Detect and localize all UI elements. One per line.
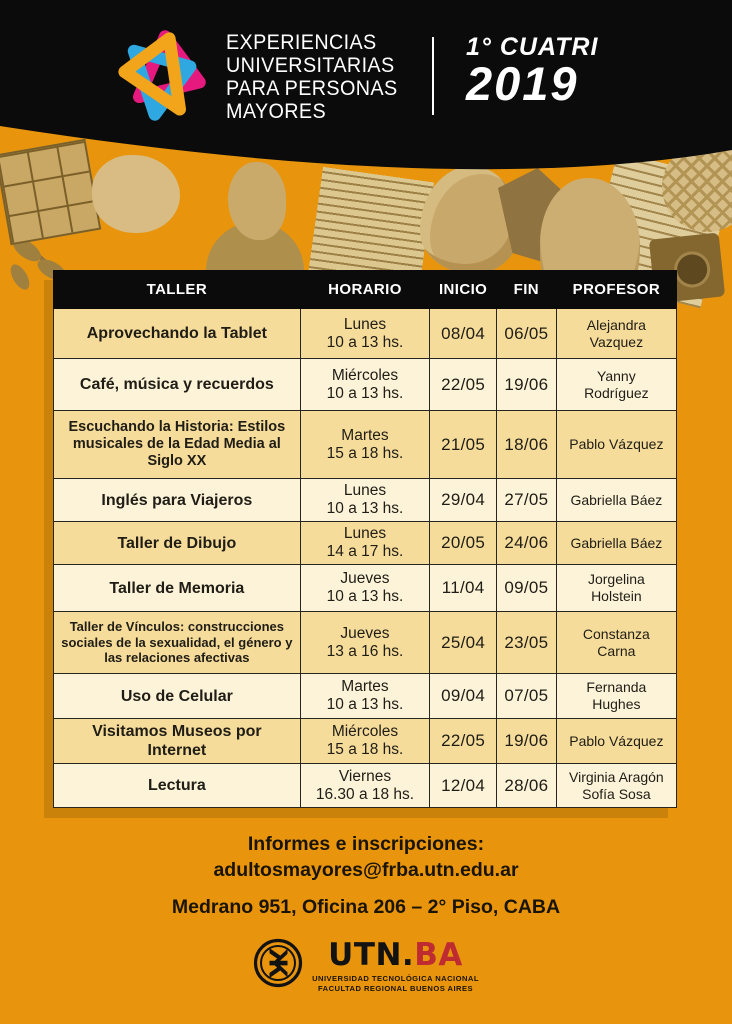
term-cuatrimestre: 1° CUATRI — [466, 33, 599, 61]
cell-profesor: Pablo Vázquez — [556, 719, 676, 764]
cell-inicio: 12/04 — [430, 764, 497, 808]
cell-inicio: 09/04 — [430, 674, 497, 719]
cell-taller: Taller de Memoria — [54, 565, 301, 612]
brand-lockup — [0, 938, 732, 993]
cell-taller: Uso de Celular — [54, 674, 301, 719]
horario-hora: 15 a 18 hs. — [326, 741, 404, 758]
horario-dia: Lunes — [343, 525, 387, 542]
table-row — [54, 522, 677, 565]
col-header-taller: TALLER — [54, 271, 301, 309]
horario-dia: Miércoles — [331, 723, 399, 740]
horario-hora: 10 a 13 hs. — [326, 500, 404, 517]
horario-hora: 15 a 18 hs. — [326, 444, 404, 462]
horario-dia: Lunes — [343, 482, 387, 499]
cell-fin: 07/05 — [496, 674, 556, 719]
cell-horario — [300, 359, 430, 411]
cell-taller: Aprovechando la Tablet — [54, 309, 301, 359]
cell-profesor: Pablo Vázquez — [556, 411, 676, 479]
cell-horario — [300, 522, 430, 565]
table-row — [54, 764, 677, 808]
horario-dia: Martes — [341, 678, 389, 695]
col-header-fin: FIN — [496, 271, 556, 309]
svg-text:Ж: Ж — [263, 947, 293, 979]
cell-inicio: 29/04 — [430, 479, 497, 522]
footer — [0, 831, 732, 919]
horario-dia: Lunes — [343, 315, 387, 333]
cell-inicio: 11/04 — [430, 565, 497, 612]
horario-dia: Jueves — [340, 570, 390, 587]
triangle-knot-logo-icon — [108, 26, 212, 126]
table-header-row — [54, 271, 677, 309]
cell-profesor: Jorgelina Holstein — [556, 565, 676, 612]
cell-fin: 19/06 — [496, 719, 556, 764]
cell-inicio: 08/04 — [430, 309, 497, 359]
cell-taller: Visitamos Museos por Internet — [54, 719, 301, 764]
cell-horario — [300, 764, 430, 808]
cell-fin: 23/05 — [496, 612, 556, 674]
horario-hora: 10 a 13 hs. — [326, 384, 404, 402]
header — [0, 0, 732, 150]
cell-profesor: Yanny Rodríguez — [556, 359, 676, 411]
cell-profesor: Gabriella Báez — [556, 522, 676, 565]
cell-fin: 19/06 — [496, 359, 556, 411]
cell-horario — [300, 719, 430, 764]
info-email: adultosmayores@frba.utn.edu.ar — [213, 859, 519, 881]
cell-inicio: 20/05 — [430, 522, 497, 565]
cell-horario — [300, 309, 430, 359]
cell-profesor: Fernanda Hughes — [556, 674, 676, 719]
cell-inicio: 21/05 — [430, 411, 497, 479]
cell-horario — [300, 411, 430, 479]
col-header-inicio: INICIO — [430, 271, 497, 309]
term-badge — [466, 33, 599, 110]
cell-profesor: Virginia Aragón Sofía Sosa — [556, 764, 676, 808]
cell-taller: Taller de Dibujo — [54, 522, 301, 565]
horario-dia: Martes — [341, 426, 389, 444]
term-year: 2019 — [466, 57, 579, 110]
horario-hora: 14 a 17 hs. — [326, 543, 404, 560]
table-row — [54, 359, 677, 411]
brand-subtitle-line2: FACULTAD REGIONAL BUENOS AIRES — [318, 983, 473, 993]
cell-fin: 18/06 — [496, 411, 556, 479]
title-line: EXPERIENCIAS — [226, 30, 377, 54]
schedule-table — [53, 270, 677, 808]
info-title: Informes e inscripciones: — [247, 833, 485, 855]
program-title — [226, 31, 398, 123]
cell-horario — [300, 565, 430, 612]
cell-fin: 28/06 — [496, 764, 556, 808]
cell-inicio: 25/04 — [430, 612, 497, 674]
table-row — [54, 719, 677, 764]
table-row — [54, 479, 677, 522]
cell-fin: 06/05 — [496, 309, 556, 359]
cell-fin: 09/05 — [496, 565, 556, 612]
horario-hora: 10 a 13 hs. — [326, 333, 404, 351]
cell-taller: Inglés para Viajeros — [54, 479, 301, 522]
cell-taller: Lectura — [54, 764, 301, 808]
cell-fin: 27/05 — [496, 479, 556, 522]
utn-ba-wordmark: UTN.BA — [328, 937, 463, 973]
cell-inicio: 22/05 — [430, 719, 497, 764]
info-address: Medrano 951, Oficina 206 – 2° Piso, CABA — [171, 896, 561, 918]
title-line: PARA PERSONAS — [226, 76, 398, 100]
brand-subtitle — [312, 974, 479, 993]
horario-hora: 16.30 a 18 hs. — [315, 785, 415, 803]
brand-text — [312, 938, 479, 993]
brand-subtitle-line1: UNIVERSIDAD TECNOLÓGICA NACIONAL — [312, 974, 479, 983]
table-row — [54, 674, 677, 719]
col-header-horario: HORARIO — [300, 271, 430, 309]
cell-profesor: Alejandra Vazquez — [556, 309, 676, 359]
horario-hora: 10 a 13 hs. — [326, 696, 404, 713]
title-line: MAYORES — [226, 99, 327, 123]
horario-dia: Viernes — [338, 767, 392, 785]
horario-dia: Jueves — [340, 624, 390, 642]
table-row — [54, 309, 677, 359]
horario-hora: 10 a 13 hs. — [326, 588, 404, 605]
cell-horario — [300, 479, 430, 522]
cell-horario — [300, 674, 430, 719]
header-divider — [432, 37, 434, 115]
utn-emblem-icon — [253, 938, 303, 988]
title-line: UNIVERSITARIAS — [226, 53, 395, 77]
cell-fin: 24/06 — [496, 522, 556, 565]
cell-taller: Café, música y recuerdos — [54, 359, 301, 411]
cell-horario — [300, 612, 430, 674]
cell-taller: Taller de Vínculos: construcciones sociales de la sexualidad, el género y las relaciones afectivas — [54, 612, 301, 674]
cell-profesor: Gabriella Báez — [556, 479, 676, 522]
horario-dia: Miércoles — [331, 366, 399, 384]
cell-taller: Escuchando la Historia: Estilos musicales de la Edad Media al Siglo XX — [54, 411, 301, 479]
cell-inicio: 22/05 — [430, 359, 497, 411]
cell-profesor: Constanza Carna — [556, 612, 676, 674]
table-row — [54, 565, 677, 612]
horario-hora: 13 a 16 hs. — [326, 642, 404, 660]
table-row — [54, 411, 677, 479]
table-row — [54, 612, 677, 674]
col-header-profesor: PROFESOR — [556, 271, 676, 309]
